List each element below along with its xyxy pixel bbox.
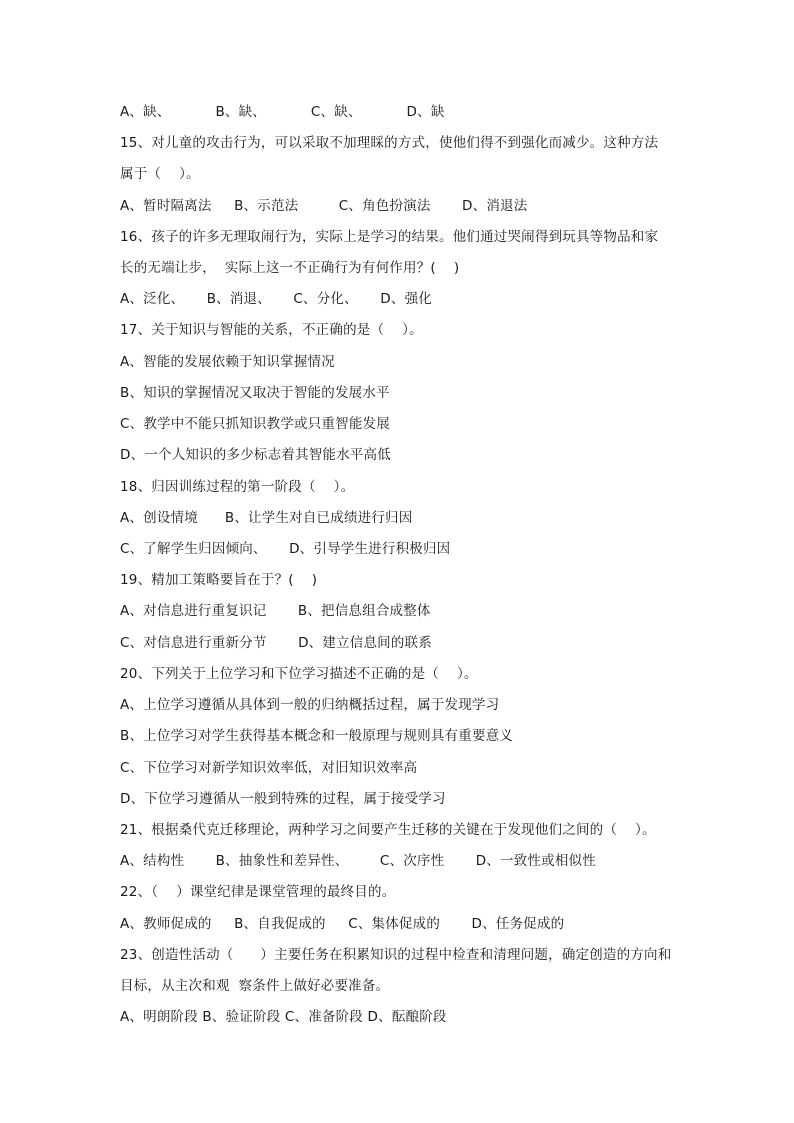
q19-options-cd: C、对信息进行重新分节 D、建立信息间的联系 — [120, 635, 432, 651]
q19-options-ab: A、对信息进行重复识记 B、把信息组合成整体 — [120, 603, 431, 619]
q18-options-cd: C、了解学生归因倾向、 D、引导学生进行积极归因 — [120, 541, 451, 557]
q18-options-ab: A、创设情境 B、让学生对自已成绩进行归因 — [120, 510, 413, 526]
q22-options: A、教师促成的 B、自我促成的 C、集体促成的 D、任务促成的 — [120, 916, 565, 932]
q20-question: 20、下列关于上位学习和下位学习描述不正确的是（ ）。 — [120, 666, 478, 682]
q23-question-cont: 目标，从主次和观 察条件上做好必要准备。 — [120, 978, 390, 994]
q23-question: 23、创造性活动（ ）主要任务在积累知识的过程中检查和清理问题，确定创造的方向和 — [120, 947, 672, 963]
q21-question: 21、根据桑代克迁移理论，两种学习之间要产生迁移的关键在于发现他们之间的（ ）。 — [120, 822, 656, 838]
q16-question-cont: 长的无端让步， 实际上这一不正确行为有何作用？( ) — [120, 260, 460, 276]
q20-option-c: C、下位学习对新学知识效率低，对旧知识效率高 — [120, 760, 418, 776]
q20-option-a: A、上位学习遵循从具体到一般的归纳概括过程，属于发现学习 — [120, 697, 500, 713]
q15-options: A、暂时隔离法 B、示范法 C、角色扮演法 D、消退法 — [120, 198, 528, 214]
q19-question: 19、精加工策略要旨在于？( ) — [120, 572, 318, 588]
q17-option-c: C、教学中不能只抓知识教学或只重智能发展 — [120, 416, 390, 432]
q18-question: 18、归因训练过程的第一阶段（ ）。 — [120, 479, 355, 495]
q20-option-d: D、下位学习遵循从一般到特殊的过程，属于接受学习 — [120, 791, 446, 807]
q15-question: 15、对儿童的攻击行为，可以采取不加理睬的方式，使他们得不到强化而减少。这种方法 — [120, 135, 659, 151]
q14-options: A、缺、 B、缺、 C、缺、 D、缺 — [120, 104, 445, 120]
q20-option-b: B、上位学习对学生获得基本概念和一般原理与规则具有重要意义 — [120, 728, 514, 744]
q17-option-d: D、一个人知识的多少标志着其智能水平高低 — [120, 447, 391, 463]
q17-option-b: B、知识的掌握情况又取决于智能的发展水平 — [120, 385, 390, 401]
q22-question: 22、（ ）课堂纪律是课堂管理的最终目的。 — [120, 884, 396, 900]
q16-question: 16、孩子的许多无理取闹行为，实际上是学习的结果。他们通过哭闹得到玩具等物品和家 — [120, 229, 659, 245]
q17-option-a: A、智能的发展依赖于知识掌握情况 — [120, 354, 335, 370]
q15-question-cont: 属于（ ）。 — [120, 166, 200, 182]
q23-options: A、明朗阶段 B、验证阶段 C、准备阶段 D、酝酿阶段 — [120, 1009, 447, 1025]
q16-options: A、泛化、 B、消退、 C、分化、 D、强化 — [120, 291, 432, 307]
q21-options: A、结构性 B、抽象性和差异性、 C、次序性 D、一致性或相似性 — [120, 853, 596, 869]
q17-question: 17、关于知识与智能的关系，不正确的是（ ）。 — [120, 322, 423, 338]
